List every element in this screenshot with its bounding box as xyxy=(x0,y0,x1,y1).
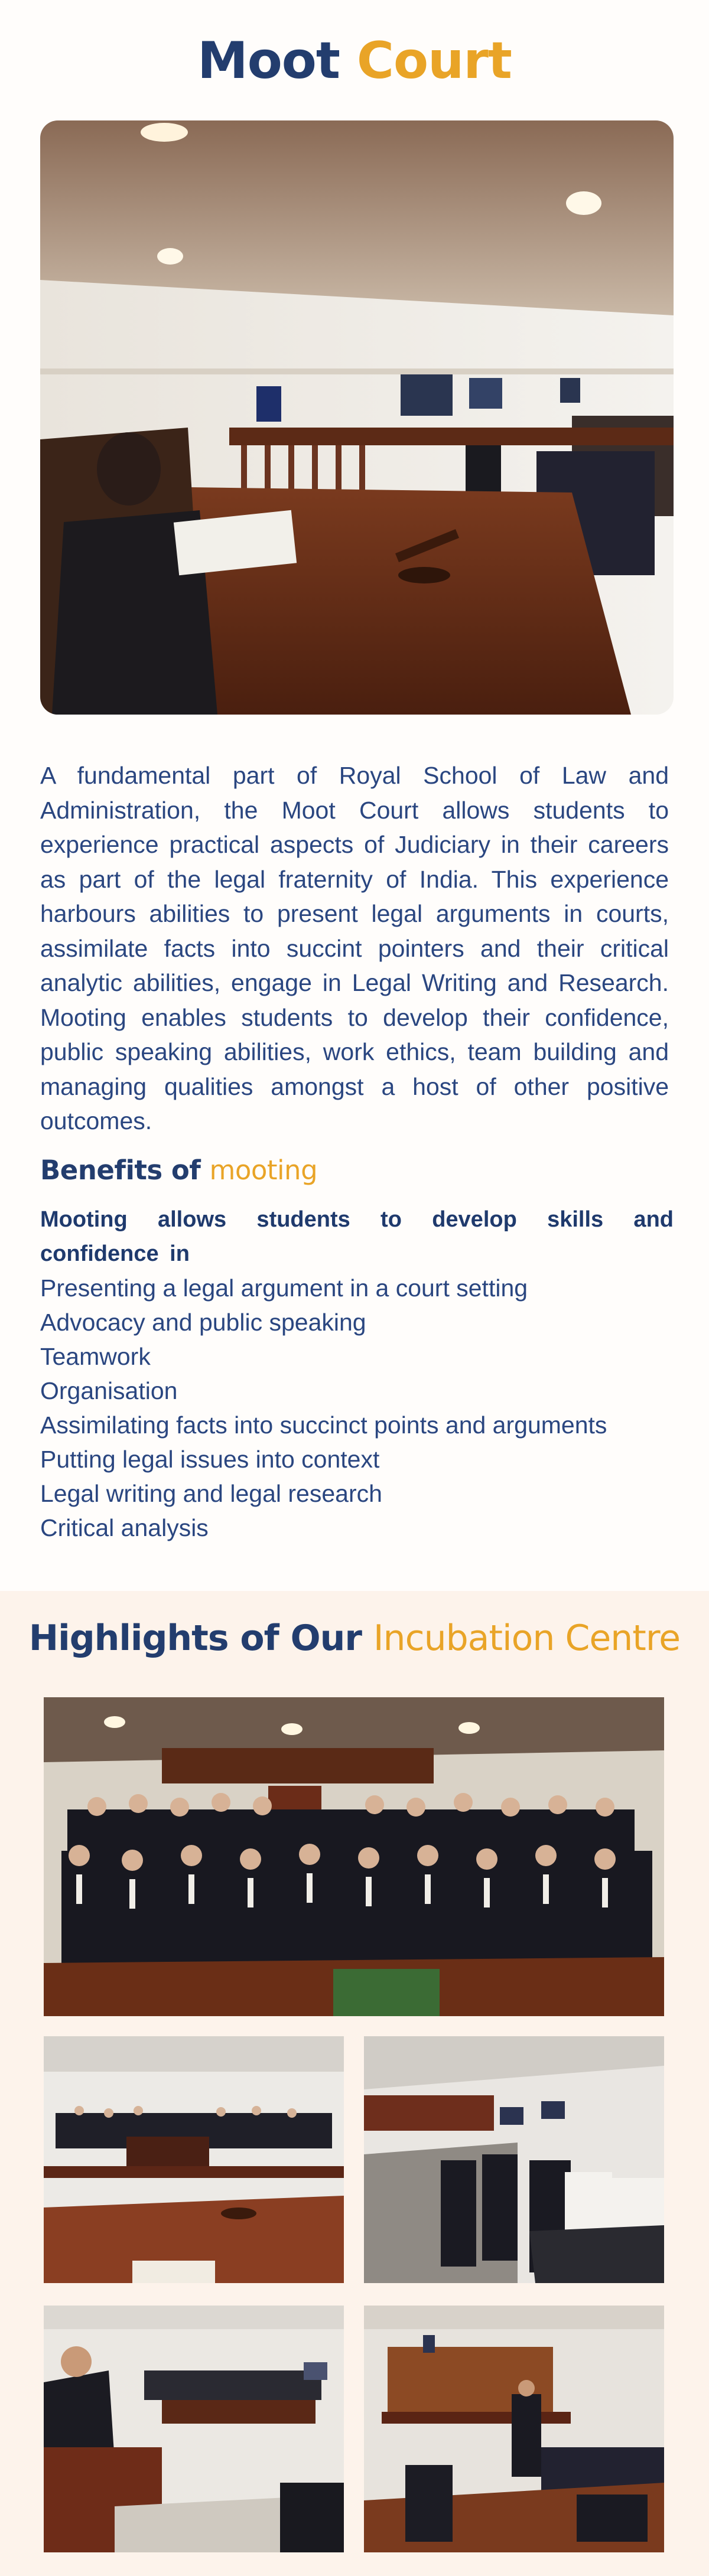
hero-courtroom-photo xyxy=(40,120,674,715)
benefit-item: Presenting a legal argument in a court setting xyxy=(40,1274,528,1302)
gallery-photo-courtroom-side[interactable] xyxy=(364,2036,664,2283)
benefit-item: Assimilating facts into succinct points and arguments xyxy=(40,1411,607,1439)
benefits-heading-part1: Benefits of xyxy=(40,1155,201,1186)
benefit-item: Organisation xyxy=(40,1377,178,1404)
highlights-heading-part2: Incubation Centre xyxy=(373,1618,681,1659)
page-title xyxy=(0,28,709,93)
gallery-photo-bench[interactable] xyxy=(364,2306,664,2552)
gallery-photo-group[interactable] xyxy=(44,1697,664,2016)
highlights-heading xyxy=(0,1613,709,1663)
benefits-intro: Mooting allows students to develop skills and confidence in xyxy=(40,1207,674,1266)
gallery-photo-courtroom-front[interactable] xyxy=(44,2036,344,2283)
benefit-item: Legal writing and legal research xyxy=(40,1480,382,1507)
benefits-heading-part2: mooting xyxy=(209,1155,318,1186)
highlights-heading-part1: Highlights of Our xyxy=(28,1618,362,1659)
benefit-list xyxy=(40,1271,678,1545)
benefits-heading xyxy=(40,1153,317,1188)
benefit-item: Advocacy and public speaking xyxy=(40,1309,366,1336)
benefit-item: Teamwork xyxy=(40,1343,151,1370)
gallery-photo-speaker[interactable] xyxy=(44,2306,344,2552)
benefit-item: Critical analysis xyxy=(40,1514,209,1541)
page-title-part1: Moot xyxy=(197,31,340,90)
intro-paragraph: A fundamental part of Royal School of Law and Administration, the Moot Court allows students to experience practical aspects of Judiciary in their careers as part of the legal fraternity of India. This experience harbours abilities to present legal arguments in courts, assimilate facts into succint pointers and their critical analytic abilities, engage in Legal Writing and Research. Mooting enables students to develop their confidence, public speaking abilities, work ethics, team building and managing qualities amongst a host of other positive outcomes. xyxy=(40,762,669,1134)
page-title-part2: Court xyxy=(356,31,512,90)
benefit-item: Putting legal issues into context xyxy=(40,1446,380,1473)
